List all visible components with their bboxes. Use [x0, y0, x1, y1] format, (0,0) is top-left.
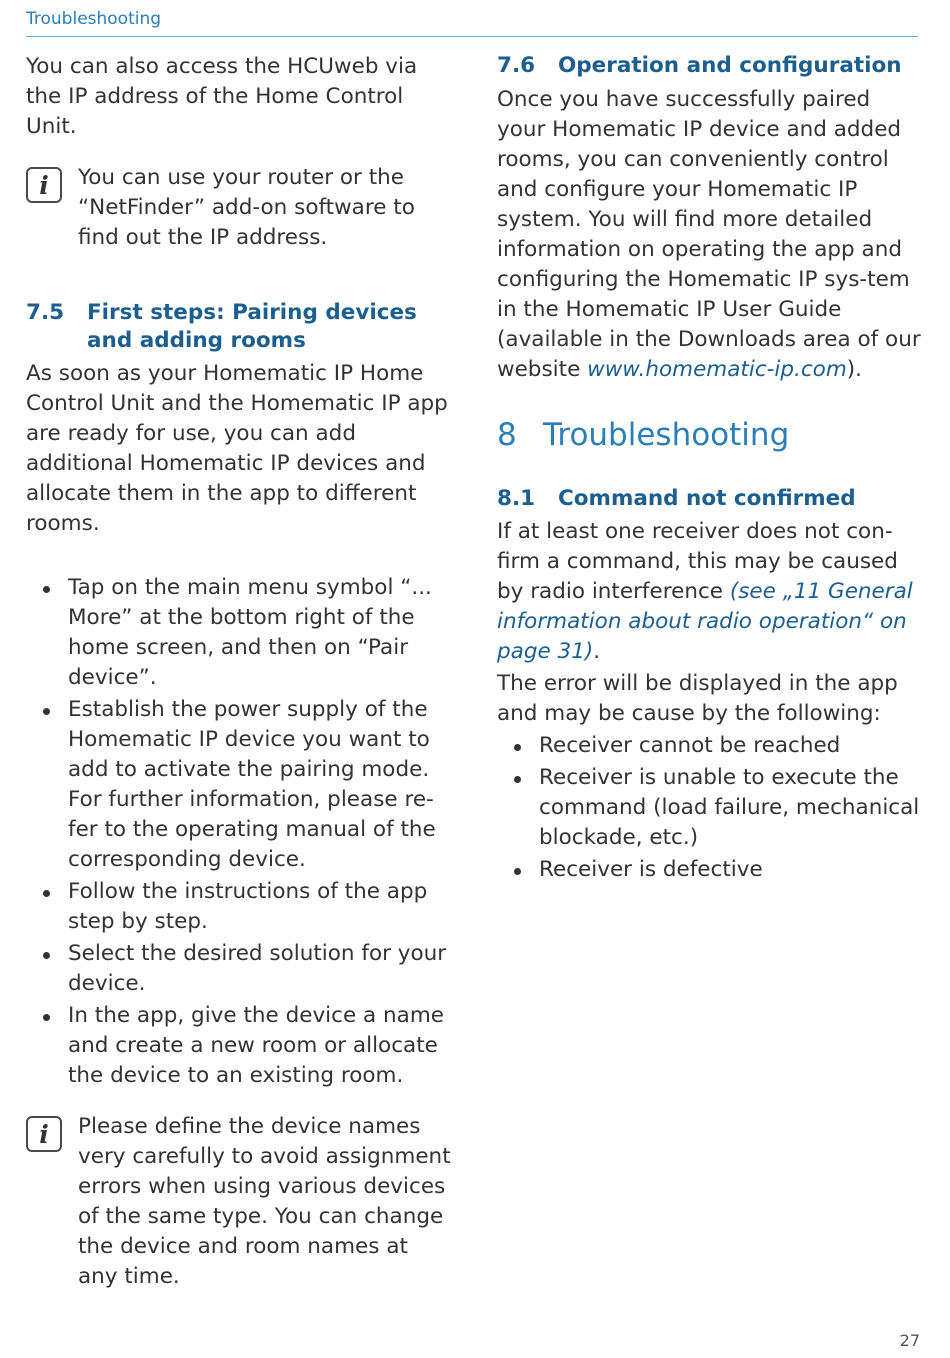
chapter-heading-8 [497, 417, 922, 453]
running-header: Troubleshooting [26, 9, 162, 29]
section-title: Command not confirmed [558, 486, 856, 511]
header-rule [26, 36, 918, 37]
page-number: 27 [899, 1331, 920, 1350]
intro-paragraph: You can also access the HCUweb via the IP address of the Home Control Unit. [26, 54, 418, 139]
section-heading-7-6 [497, 52, 922, 80]
list-item: In the app, give the device a name and create a new room or allocate the device to an existing room. [26, 1001, 454, 1091]
list-item: Receiver is unable to execute the command (load failure, mechanical blockade, etc.) [497, 763, 922, 853]
info-icon: i [26, 1116, 62, 1152]
body-text: If at least one receiver does not con-firm a command, this may be caused by radio interference [497, 519, 898, 604]
section-title: Operation and configuration [558, 53, 902, 78]
list-item: Tap on the main menu symbol “... More” at the bottom right of the home screen, and then on “Pair device”. [26, 573, 454, 693]
right-column [497, 52, 922, 887]
section-8-1-body-2: The error will be displayed in the app and may be cause by the following: [497, 671, 898, 726]
section-heading-7-5 [26, 299, 454, 355]
section-number: 7.6 [497, 53, 536, 78]
section-title: First steps: Pairing devices and adding rooms [87, 300, 417, 353]
chapter-number: 8 [497, 417, 517, 453]
chapter-title: Troubleshooting [543, 417, 790, 453]
left-column [26, 52, 454, 1292]
info-icon: i [26, 167, 62, 203]
list-item: Follow the instructions of the app step by step. [26, 877, 454, 937]
section-number: 7.5 [26, 300, 65, 325]
section-8-1-body [497, 517, 922, 667]
error-causes-list [497, 731, 922, 885]
note-text: Please define the device names very carefully to avoid assignment errors when using various devices of the same type. You can change the device and room names at any time. [78, 1114, 451, 1289]
body-text: . [593, 639, 601, 664]
section-7-5-body: As soon as your Homematic IP Home Control Unit and the Homematic IP app are ready for use, you can add additional Homematic IP devices and allocate them in the app to different rooms. [26, 361, 448, 536]
body-text: Once you have successfully paired your Homematic IP device and added rooms, you can conveniently control and configure your Homematic IP system. You will find more detailed information on operating the app and configuring the Homematic IP sys-tem in the Homematic IP User Guide (available in the Downloads area of our website [497, 87, 921, 382]
website-link[interactable]: www.homematic-ip.com [587, 357, 847, 382]
body-text: ). [846, 357, 863, 382]
note-text: You can use your router or the “NetFinder” add-on software to find out the IP address. [78, 165, 415, 250]
section-heading-8-1 [497, 485, 922, 513]
list-item: Receiver cannot be reached [497, 731, 922, 761]
cross-reference-link[interactable]: (see „11 General information about radio operation“ on page 31) [497, 579, 913, 664]
list-item: Receiver is defective [497, 855, 922, 885]
list-item: Establish the power supply of the Homematic IP device you want to add to activate the pairing mode. For further information, please re-fer to the operating manual of the corresponding device. [26, 695, 454, 875]
info-note-device-names [26, 1112, 454, 1292]
list-item: Select the desired solution for your device. [26, 939, 454, 999]
section-7-6-body [497, 85, 922, 385]
section-number: 8.1 [497, 486, 536, 511]
pairing-steps-list [26, 573, 454, 1091]
info-note-ip-address [26, 163, 454, 253]
